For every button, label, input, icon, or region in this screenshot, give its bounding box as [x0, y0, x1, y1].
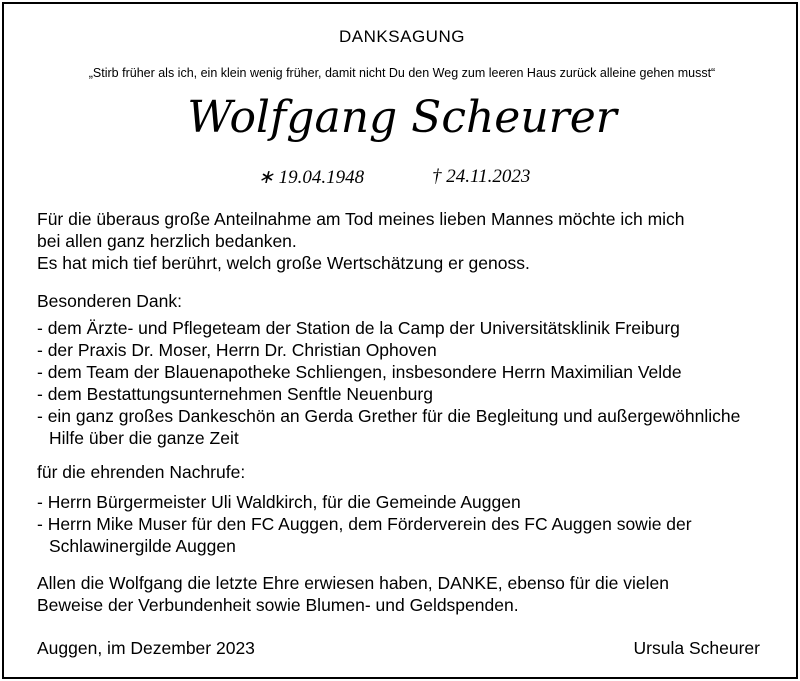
intro-paragraph — [37, 208, 782, 274]
death-date: † 24.11.2023 — [432, 166, 531, 187]
memorial-quote: „Stirb früher als ich, ein klein wenig früher, damit nicht Du den Weg zum leeren Haus zurück alleine gehen musst“ — [88, 66, 716, 80]
obituaries-list — [37, 491, 782, 557]
closing-line: Beweise der Verbundenheit sowie Blumen- und Geldspenden. — [37, 595, 519, 615]
list-item-continuation: Schlawinergilde Auggen — [49, 536, 236, 556]
deceased-name: Wolfgang Scheurer — [187, 92, 617, 143]
special-thanks-title — [37, 290, 782, 312]
birth-date: ∗ 19.04.1948 — [258, 167, 365, 188]
list-item: - dem Bestattungsunternehmen Senftle Neuenburg — [37, 384, 433, 404]
intro-line: Für die überaus große Anteilnahme am Tod meines lieben Mannes möchte ich mich — [37, 209, 685, 229]
list-item-continuation: Hilfe über die ganze Zeit — [49, 428, 239, 448]
special-thanks-list — [37, 317, 782, 449]
obituaries-title — [37, 461, 782, 483]
closing-line: Allen die Wolfgang die letzte Ehre erwiesen haben, DANKE, ebenso für die vielen — [37, 573, 669, 593]
signature-name: Ursula Scheurer — [633, 638, 760, 658]
list-item: - Herrn Mike Muser für den FC Auggen, dem Förderverein des FC Auggen sowie der — [37, 514, 692, 534]
list-item: - dem Team der Blauenapotheke Schliengen, insbesondere Herrn Maximilian Velde — [37, 362, 682, 382]
intro-line: bei allen ganz herzlich bedanken. — [37, 231, 297, 251]
list-item: - Herrn Bürgermeister Uli Waldkirch, für die Gemeinde Auggen — [37, 492, 521, 512]
list-item: - dem Ärzte- und Pflegeteam der Station de la Camp der Universitätsklinik Freiburg — [37, 318, 680, 338]
obituaries-heading: für die ehrenden Nachrufe: — [37, 462, 246, 482]
intro-line: Es hat mich tief berührt, welch große Wertschätzung er genoss. — [37, 253, 530, 273]
closing-paragraph — [37, 572, 782, 616]
notice-heading: DANKSAGUNG — [339, 27, 465, 46]
obituary-notice — [2, 2, 798, 679]
special-thanks-heading: Besonderen Dank: — [37, 291, 182, 311]
list-item: - ein ganz großes Dankeschön an Gerda Grether für die Begleitung und außergewöhnliche — [37, 406, 741, 426]
list-item: - der Praxis Dr. Moser, Herrn Dr. Christian Ophoven — [37, 340, 437, 360]
place-date: Auggen, im Dezember 2023 — [37, 638, 255, 658]
